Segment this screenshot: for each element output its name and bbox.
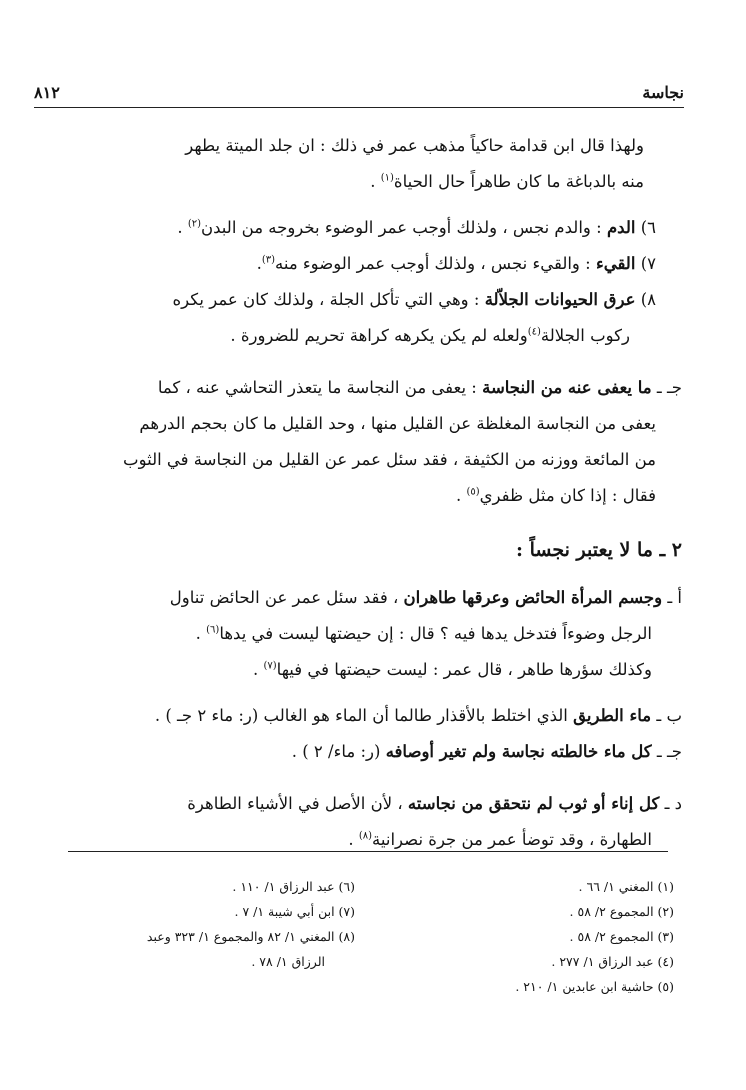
footnote-ref: (٨) (358, 830, 373, 842)
footnote-ref: (٢) (187, 218, 202, 230)
text-span: . (252, 660, 264, 679)
item-term: القيء (595, 254, 636, 273)
text-line (60, 580, 682, 616)
footnote-item: (٥) حاشية ابن عابدين ١/ ٢١٠ . (515, 979, 674, 994)
text-line (60, 478, 682, 514)
footnote-ref: (٤) (527, 326, 541, 338)
footnote-item: الرزاق ١/ ٧٨ . (251, 954, 325, 969)
footnote-item: (٨) المغني ١/ ٨٢ والمجموع ١/ ٣٢٣ وعبد (146, 929, 355, 944)
text-line: ولهذا قال ابن قدامة حاكياً مذهب عمر في ذلك : ان جلد الميتة يطهر (185, 136, 644, 155)
item-term: عرق الحيوانات الجلاّلة (484, 290, 636, 309)
text-line (60, 246, 656, 282)
footnote-ref: (٦) (206, 624, 220, 636)
text-span: : والدم نجس ، ولذلك أوجب عمر الوضوء بخروجه من البدن (201, 218, 607, 237)
text-span: الطهارة ، وقد توضأ عمر من جرة نصرانية (372, 830, 652, 849)
section-term: ماء الطريق (573, 706, 652, 725)
section-label: ب ـ (656, 706, 682, 725)
text-span: ، فقد سئل عمر عن الحائض تناول (169, 588, 404, 607)
footnote-item: (٦) عبد الرزاق ١/ ١١٠ . (232, 879, 355, 894)
text-line (60, 616, 682, 652)
footnote-separator (68, 851, 668, 852)
footnote-item: (١) المغني ١/ ٦٦ . (578, 879, 674, 894)
text-line (60, 786, 682, 822)
text-line (60, 734, 682, 770)
text-span: . (370, 172, 381, 191)
text-span: منه بالدباغة ما كان طاهراً حال الحياة (393, 172, 644, 191)
section-2-d (60, 786, 682, 858)
footnote-item: (٣) المجموع ٢/ ٥٨ . (569, 929, 674, 944)
running-title: نجاسة (642, 82, 684, 102)
section-label: جـ ـ (656, 742, 682, 761)
item-number: ٧) (640, 254, 656, 273)
main-text (60, 128, 682, 858)
text-line (60, 164, 644, 200)
item-number: ٨) (640, 290, 656, 309)
page-number: ٨١٢ (34, 82, 60, 102)
item-number: ٦) (640, 218, 656, 237)
text-line (60, 370, 682, 406)
text-span: : والقيء نجس ، ولذلك أوجب عمر الوضوء منه (275, 254, 596, 273)
footnote-item: (٢) المجموع ٢/ ٥٨ . (569, 904, 674, 919)
text-line (60, 652, 682, 688)
section-term: وجسم المرأة الحائض وعرقها طاهران (403, 588, 663, 607)
text-span: . (177, 218, 188, 237)
section-j (60, 370, 682, 514)
text-line (60, 282, 656, 318)
text-line (60, 210, 656, 246)
intro-paragraph (60, 128, 682, 200)
text-span: . (256, 254, 262, 273)
section-2-a (60, 580, 682, 688)
text-span: : وهي التي تأكل الجلة ، ولذلك كان عمر يكره (172, 290, 485, 309)
text-span: . (455, 486, 467, 505)
footnote-item: (٤) عبد الرزاق ١/ ٢٧٧ . (551, 954, 674, 969)
text-line (60, 822, 682, 858)
page-header (34, 80, 684, 104)
section-label: جـ ـ (656, 378, 682, 397)
text-span: ، لأن الأصل في الأشياء الطاهرة (187, 794, 408, 813)
text-span: ولعله لم يكن يكرهه كراهة تحريم للضرورة . (230, 326, 528, 345)
section-2-heading: ٢ ـ ما لا يعتبر نجساً : (516, 539, 682, 561)
text-span: وكذلك سؤرها طاهر ، قال عمر : ليست حيضتها في فيها (276, 660, 652, 679)
item-6 (60, 210, 682, 246)
text-line (60, 698, 682, 734)
section-term: كل إناء أو ثوب لم نتحقق من نجاسته (407, 794, 660, 813)
text-span: : يعفى من النجاسة ما يتعذر التحاشي عنه ، كما (157, 378, 483, 397)
header-rule (34, 107, 684, 108)
footnotes-column-left (60, 874, 355, 999)
section-term: كل ماء خالطته نجاسة ولم تغير أوصافه (385, 742, 652, 761)
text-span: الذي اختلط بالأقذار طالما أن الماء هو الغالب (ر: ماء ٢ جـ ) . (154, 706, 574, 725)
footnote-item: (٧) ابن أبي شيبة ١/ ٧ . (234, 904, 355, 919)
text-span: . (195, 624, 207, 643)
footnote-ref: (٧) (263, 660, 277, 672)
footnote-ref: (٥) (466, 486, 480, 498)
text-span: (ر: ماء/ ٢ ) . (291, 742, 386, 761)
text-span: الرجل وضوءاً فتدخل يدها فيه ؟ قال : إن حيضتها ليست في يدها (219, 624, 652, 643)
text-line (60, 318, 656, 354)
text-span: فقال : إذا كان مثل ظفري (479, 486, 656, 505)
section-label: أ ـ (667, 588, 682, 607)
section-2-c (60, 734, 682, 770)
text-line: من المائعة ووزنه من الكثيفة ، فقد سئل عمر عن القليل من النجاسة في الثوب (123, 450, 656, 469)
section-term: ما يعفى عنه من النجاسة (482, 378, 652, 397)
text-line: يعفى من النجاسة المغلظة عن القليل منها ، وحد القليل ما كان بحجم الدرهم (139, 414, 656, 433)
item-term: الدم (606, 218, 636, 237)
footnote-ref: (٣) (261, 254, 276, 266)
text-span: . (348, 830, 359, 849)
text-span: ركوب الجلالة (540, 326, 630, 345)
footnotes-column-right (379, 874, 674, 999)
item-8 (60, 282, 682, 354)
item-7 (60, 246, 682, 282)
section-label: د ـ (664, 794, 682, 813)
footnote-ref: (١) (380, 172, 394, 184)
section-2-b (60, 698, 682, 734)
footnotes (60, 874, 674, 999)
